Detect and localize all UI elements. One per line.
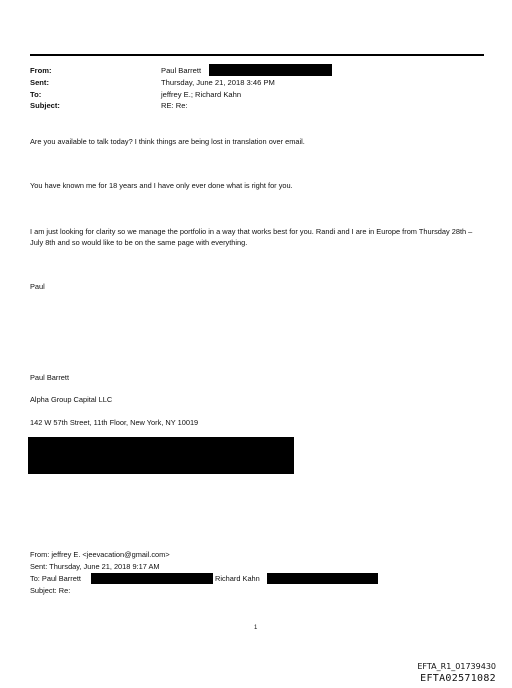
body-paragraph-1: Are you available to talk today? I think things are being lost in translation over email. [30, 137, 305, 146]
quoted-to-second: Richard Kahn [215, 574, 260, 583]
sent-label: Sent: [30, 78, 49, 87]
from-label: From: [30, 66, 52, 75]
redaction-from-email [209, 64, 332, 76]
quoted-subject-line: Subject: Re: [30, 586, 71, 595]
to-value: jeffrey E.; Richard Kahn [161, 90, 242, 99]
redaction-to-email-1 [91, 573, 213, 584]
quoted-to-line: To: Paul Barrett [30, 574, 81, 583]
redaction-to-email-2 [267, 573, 378, 584]
quoted-from-line: From: jeffrey E. <jeevacation@gmail.com> [30, 550, 170, 559]
sent-value: Thursday, June 21, 2018 3:46 PM [161, 78, 275, 87]
signature-name: Paul Barrett [30, 373, 70, 382]
to-label: To: [30, 90, 42, 99]
subject-label: Subject: [30, 101, 60, 110]
body-paragraph-3: I am just looking for clarity so we manage the portfolio in a way that works best for you. Randi and I are in Europe from Thursday 28th – July 8th and so would like to be on the same page with everything. [30, 227, 473, 247]
header-rule [30, 54, 484, 56]
signature-company: Alpha Group Capital LLC [30, 395, 113, 404]
subject-value: RE: Re: [161, 101, 188, 110]
bates-stamp-primary: EFTA_R1_01739430 [417, 662, 496, 671]
bates-stamp-secondary: EFTA02571082 [420, 673, 496, 684]
body-paragraph-2: You have known me for 18 years and I have only ever done what is right for you. [30, 181, 293, 190]
signature-address: 142 W 57th Street, 11th Floor, New York, NY 10019 [30, 418, 199, 427]
from-value: Paul Barrett [161, 66, 202, 75]
redaction-signature-block [28, 437, 294, 474]
signoff: Paul [30, 282, 45, 291]
quoted-sent-line: Sent: Thursday, June 21, 2018 9:17 AM [30, 562, 160, 571]
page-number: 1 [254, 625, 258, 631]
